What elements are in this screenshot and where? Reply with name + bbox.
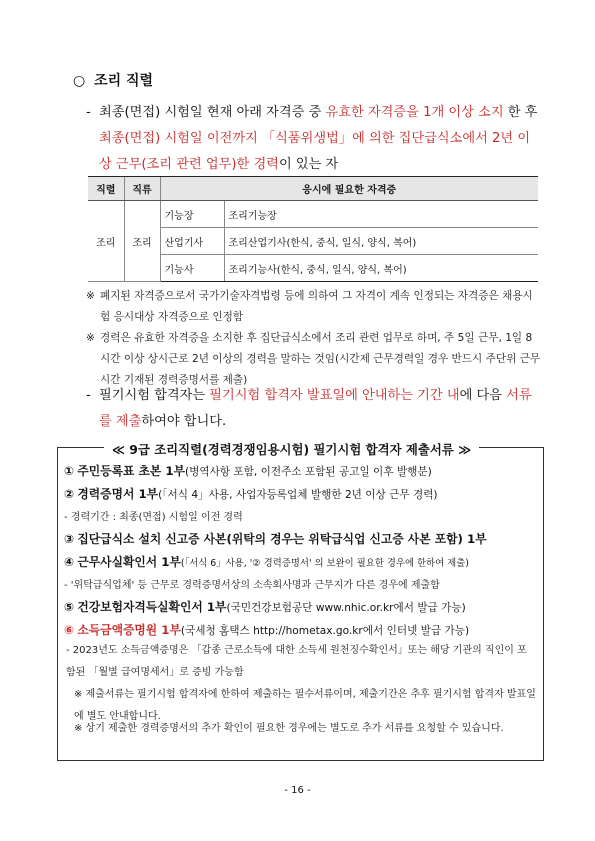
header-certificate: 응시에 필요한 자격증 <box>160 177 538 201</box>
document-item-health-insurance <box>64 598 466 615</box>
reference-mark-icon: ※ <box>86 290 95 302</box>
page-number: - 16 - <box>284 785 311 796</box>
submission-note-required: ※ 제출서류는 필기시험 합격자에 한하여 제출하는 필수서류이며, 제출기간은 추후 필기시험 합격자 발표일에 별도 안내합니다. <box>74 689 536 722</box>
item-number: ④ <box>64 555 74 569</box>
exam-notice-text <box>86 383 542 435</box>
document-subnote-career-period: - 경력기간 : 최종(면접) 시험일 이전 경력 <box>64 512 243 523</box>
item-detail: (국세청 홈택스 http://hometax.go.kr에서 인터넷 발급 가능) <box>180 625 470 637</box>
document-item-work-confirmation <box>64 553 469 570</box>
item-number: ② <box>64 487 74 501</box>
item-number: ① <box>64 464 74 478</box>
requirement-highlight-1: 유효한 자격증을 1개 이상 소지 <box>325 105 504 120</box>
item-name: 건강보험자격득실확인서 1부 <box>77 600 227 614</box>
item-detail: (국민건강보험공단 www.nhic.or.kr에서 발급 가능) <box>226 602 466 614</box>
dash-bullet: - <box>86 105 91 120</box>
section-title: 조리 직렬 <box>94 73 154 89</box>
item-number: ③ <box>64 532 74 546</box>
item-name: 경력증명서 1부 <box>77 487 159 501</box>
qualification-table <box>88 176 538 282</box>
item-name: 소득금액증명원 1부 <box>77 623 181 637</box>
kind-cell: 조리 <box>124 201 160 282</box>
exam-notice-highlight-1: 필기시험 합격자 발표일에 안내하는 기간 내 <box>209 388 460 403</box>
item-detail: (「서식 4」사용, 사업자등록업체 발행한 2년 이상 근무 경력) <box>158 489 438 501</box>
cert-cell: 조리기능장 <box>224 201 538 228</box>
series-cell: 조리 <box>88 201 124 282</box>
exam-notice-text-1: 필기시험 합격자는 <box>99 388 210 403</box>
note-career-definition <box>86 328 542 391</box>
requirement-text-3: 이 있는 자 <box>278 157 339 172</box>
document-subnote-consignment: - '위탁급식업체' 등 근무로 경력증명서상의 소속회사명과 근무지가 다른 경우에 제출함 <box>64 580 440 591</box>
document-item-career-certificate <box>64 485 438 502</box>
document-item-food-service-report <box>64 530 487 547</box>
note-text: 폐지된 자격증으로서 국가기술자격법령 등에 의하여 그 자격이 계속 인정되는 자격증은 채용시험 응시대상 자격증으로 인정함 <box>100 290 533 323</box>
document-item-income-certificate <box>64 621 469 638</box>
exam-notice-text-3: 하여야 합니다. <box>141 414 227 429</box>
note-abolished-certificates <box>86 286 542 328</box>
requirement-highlight-2: 최종(면접) 시험일 이전까지 「식품위생법」에 의한 집단급식소에서 2년 이상 근무(조리 관련 업무)한 경력 <box>99 131 531 172</box>
grade-cell: 기능사 <box>160 255 224 282</box>
item-name: 주민등록표 초본 1부 <box>77 464 185 478</box>
submission-note-additional: ※ 상기 제출한 경력증명서의 추가 확인이 필요한 경우에는 별도로 추가 서류를 요청할 수 있습니다. <box>74 723 504 734</box>
cert-cell: 조리기능사(한식, 중식, 일식, 양식, 복어) <box>224 255 538 282</box>
written-exam-notice <box>86 383 542 435</box>
dash-bullet: - <box>86 388 91 403</box>
document-item-resident-registration <box>64 462 432 479</box>
item-number: ⑤ <box>64 600 74 614</box>
reference-mark-icon: ※ <box>86 332 95 344</box>
header-kind: 직류 <box>124 177 160 201</box>
requirement-text-1: 최종(면접) 시험일 현재 아래 자격증 중 <box>99 105 326 120</box>
item-number: ⑥ <box>64 623 74 637</box>
requirement-text <box>86 100 542 178</box>
item-name: 집단급식소 설치 신고증 사본(위탁의 경우는 위탁급식업 신고증 사본 포함) 1부 <box>77 532 487 546</box>
note-text: 경력은 유효한 자격증을 소지한 후 집단급식소에서 조리 관련 업무로 하며, 주 5일 근무, 1일 8시간 이상 상시근로 2년 이상의 경력을 말하는 것임(시간제 근무경력일 경우 반드시 주단위 근무시간 기재된 경력증명서를 제출) <box>100 332 541 386</box>
exam-notice-highlight-2: 서류를 제출 <box>99 388 532 429</box>
grade-cell: 기능장 <box>160 201 224 228</box>
eligibility-requirement <box>86 100 542 178</box>
grade-cell: 산업기사 <box>160 228 224 255</box>
table-header-row <box>88 177 538 201</box>
header-series: 직렬 <box>88 177 124 201</box>
table-row <box>88 201 538 228</box>
income-proof-note: - 2023년도 소득금액증명은 「갑종 근로소득에 대한 소득세 원천징수확인서」또는 해당 기관의 직인이 포함된 「월별 급여명세서」로 증빙 가능함 <box>66 645 527 678</box>
submission-box-title: ≪ 9급 조리직렬(경력경쟁임용시험) 필기시험 합격자 제출서류 ≫ <box>104 440 479 458</box>
item-detail: (병역사항 포함, 이전주소 포함된 공고일 이후 발행분) <box>184 466 432 478</box>
section-heading <box>73 70 153 90</box>
circle-bullet-icon: ○ <box>73 73 86 89</box>
item-name: 근무사실확인서 1부 <box>77 555 181 569</box>
cert-cell: 조리산업기사(한식, 중식, 일식, 양식, 복어) <box>224 228 538 255</box>
requirement-text-2: 한 후 <box>503 105 538 120</box>
item-detail: (「서식 6」사용, '② 경력증명서' 의 보완이 필요한 경우에 한하여 제출) <box>180 558 469 569</box>
exam-notice-text-2: 에 다음 <box>459 388 507 403</box>
